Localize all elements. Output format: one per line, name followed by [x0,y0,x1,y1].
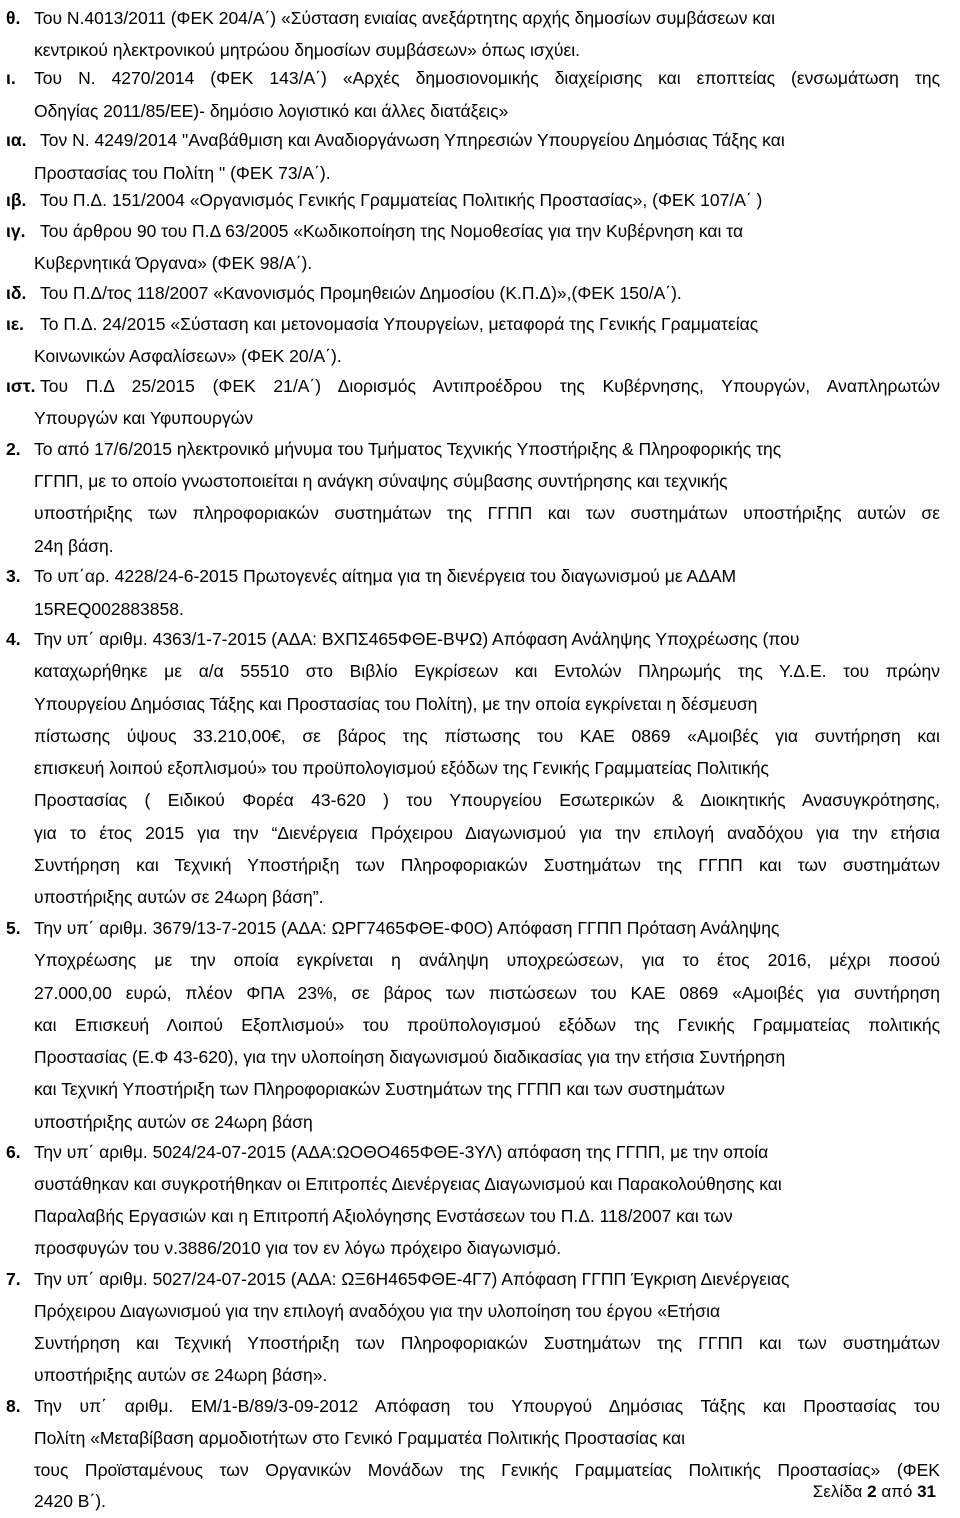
item-text-line: Του άρθρου 90 του Π.Δ 63/2005 «Κωδικοποίηση της Νομοθεσίας για την Κυβέρνηση και τα [40,221,744,241]
item-label: 6. [6,1142,21,1162]
item-label: 2. [6,439,21,459]
item-label: 4. [6,629,21,649]
item-label: ιβ. [6,190,27,210]
item-text-line: Παραλαβής Εργασιών και η Επιτροπή Αξιολόγησης Ενστάσεων του Π.Δ. 118/2007 και των [34,1206,733,1226]
item-label: ιε. [6,314,25,334]
item-text-line: υποστήριξης αυτών σε 24ωρη βάση [34,1112,313,1132]
item-label: ιστ. [6,376,36,396]
item-text-line: Υπουργείου Δημόσιας Τάξης και Προστασίας του Πολίτη), με την οποία εγκρίνεται η δέσμευση [34,694,758,714]
item-text-line: Του Ν. 4270/2014 (ΦΕΚ 143/Α΄) «Αρχές δημοσιονομικής διαχείρισης και εποπτείας (ενσωμάτωση της [34,68,940,88]
item-text-line: Προστασίας ( Ειδικού Φορέα 43-620 ) του Υπουργείου Εσωτερικών & Διοικητικής Ανασυγκρότησης, [34,790,941,810]
item-text-line: κεντρικού ηλεκτρονικού μητρώου δημοσίων συμβάσεων» όπως ισχύει. [34,40,581,60]
footer-total-pages: 31 [917,1482,936,1501]
item-label: ιγ. [6,221,26,241]
item-text-line: 27.000,00 ευρώ, πλέον ΦΠΑ 23%, σε βάρος των πιστώσεων του ΚΑΕ 0869 «Αμοιβές για συντήρηση [34,983,940,1003]
item-text-line: Τον Ν. 4249/2014 "Αναβάθμιση και Αναδιοργάνωση Υπηρεσιών Υπουργείου Δημόσιας Τάξης και [40,130,785,150]
item-text-line: Συντήρηση και Τεχνική Υποστήριξη των Πληροφοριακών Συστημάτων της ΓΓΠΠ και των συστημάτων [34,855,940,875]
item-label: θ. [6,8,21,28]
item-text-line: συστάθηκαν και συγκροτήθηκαν οι Επιτροπές Διενέργειας Διαγωνισμού και Παρακολούθησης και [34,1174,782,1194]
item-text-line: Το υπ΄αρ. 4228/24-6-2015 Πρωτογενές αίτημα για τη διενέργεια του διαγωνισμού με ΑΔΑΜ [34,566,737,586]
item-text-line: Την υπ΄ αριθμ. 5024/24-07-2015 (ΑΔΑ:ΩΟΘΟ465ΦΘΕ-3ΥΛ) απόφαση της ΓΓΠΠ, με την οποία [34,1142,769,1162]
item-label: 3. [6,566,21,586]
item-text-line: υποστήριξης αυτών σε 24ωρη βάση”. [34,887,324,907]
item-text-line: και Επισκευή Λοιπού Εξοπλισμού» του προϋπολογισμού εξόδων της Γενικής Γραμματείας πολιτικής [34,1015,941,1035]
item-text-line: Του Π.Δ/τος 118/2007 «Κανονισμός Προμηθειών Δημοσίου (Κ.Π.Δ)»,(ΦΕΚ 150/Α΄). [40,283,682,303]
item-text-line: Συντήρηση και Τεχνική Υποστήριξη των Πληροφοριακών Συστημάτων της ΓΓΠΠ και των συστημάτων [34,1333,940,1353]
item-text-line: για το έτος 2015 για την “Διενέργεια Πρόχειρου Διαγωνισμού για την επιλογή αναδόχου για την ετήσια [34,823,940,843]
item-label: 8. [6,1396,21,1416]
page-footer [813,1482,936,1502]
item-text-line: Του Π.Δ 25/2015 (ΦΕΚ 21/Α΄) Διορισμός Αντιπροέδρου της Κυβέρνησης, Υπουργών, Αναπληρωτών [40,376,940,396]
item-label: 7. [6,1269,21,1289]
item-text-line: Υπουργών και Υφυπουργών [34,408,254,428]
item-text-line: 15REQ002883858. [34,599,184,619]
item-text-line: Κοινωνικών Ασφαλίσεων» (ΦΕΚ 20/Α΄). [34,346,342,366]
item-text-line: και Τεχνική Υποστήριξη των Πληροφοριακών Συστημάτων της ΓΓΠΠ και των συστημάτων [34,1079,725,1099]
item-text-line: Την υπ΄ αριθμ. 3679/13-7-2015 (ΑΔΑ: ΩΡΓ7465ΦΘΕ-Φ0Ο) Απόφαση ΓΓΠΠ Πρόταση Ανάληψης [34,918,780,938]
item-text-line: υποστήριξης των πληροφοριακών συστημάτων της ΓΓΠΠ και των συστημάτων υποστήριξης αυτών σε [34,503,941,523]
item-text-line: 2420 Β΄). [34,1491,106,1511]
item-text-line: Την υπ΄ αριθμ. 4363/1-7-2015 (ΑΔΑ: ΒΧΠΣ465ΦΘΕ-ΒΨΩ) Απόφαση Ανάληψης Υποχρέωσης (που [34,629,800,649]
item-text-line: Την υπ΄ αριθμ. 5027/24-07-2015 (ΑΔΑ: ΩΞ6Η465ΦΘΕ-4Γ7) Απόφαση ΓΓΠΠ Έγκριση Διενέργειας [34,1269,790,1289]
item-text-line: καταχωρήθηκε με α/α 55510 στο Βιβλίο Εγκρίσεων και Εντολών Πληρωμής της Υ.Δ.Ε. του πρώην [34,661,940,681]
item-label: ι. [6,68,16,88]
item-text-line: Πρόχειρου Διαγωνισμού για την επιλογή αναδόχου για την υλοποίηση του έργου «Ετήσια [34,1301,721,1321]
item-text-line: Το από 17/6/2015 ηλεκτρονικό μήνυμα του Τμήματος Τεχνικής Υποστήριξης & Πληροφορικής της [34,439,782,459]
item-text-line: επισκευή λοιπού εξοπλισμού» του προϋπολογισμού εξόδων της Γενικής Γραμματείας Πολιτικής [34,758,769,778]
item-text-line: 24η βάση. [34,536,114,556]
item-text-line: Του Ν.4013/2011 (ΦΕΚ 204/Α΄) «Σύσταση ενιαίας ανεξάρτητης αρχής δημοσίων συμβάσεων και [34,8,775,28]
item-label: ια. [6,130,27,150]
item-text-line: πίστωσης ύψους 33.210,00€, σε βάρος της πίστωσης του ΚΑΕ 0869 «Αμοιβές για συντήρηση και [34,726,940,746]
footer-of: από [881,1482,913,1501]
item-text-line: ΓΓΠΠ, με το οποίο γνωστοποιείται η ανάγκη σύναψης σύμβασης συντήρησης και τεχνικής [34,471,728,491]
item-text-line: Κυβερνητικά Όργανα» (ΦΕΚ 98/Α΄). [34,253,313,273]
item-label: ιδ. [6,283,27,303]
item-text-line: προσφυγών του ν.3886/2010 για τον εν λόγω πρόχειρο διαγωνισμό. [34,1238,562,1258]
item-text-line: Υποχρέωσης με την οποία εγκρίνεται η ανάληψη υποχρεώσεων, για το έτος 2016, μέχρι ποσού [34,950,941,970]
item-text-line: Προστασίας του Πολίτη " (ΦΕΚ 73/Α΄). [34,163,331,183]
item-text-line: Οδηγίας 2011/85/ΕΕ)- δημόσιο λογιστικό και άλλες διατάξεις» [34,101,509,121]
item-text-line: Την υπ΄ αριθμ. ΕΜ/1-Β/89/3-09-2012 Απόφαση του Υπουργού Δημόσιας Τάξης και Προστασίας του [34,1396,940,1416]
item-text-line: υποστήριξης αυτών σε 24ωρη βάση». [34,1365,328,1385]
item-label: 5. [6,918,21,938]
item-text-line: Πολίτη «Μεταβίβαση αρμοδιοτήτων στο Γενικό Γραμματέα Πολιτικής Προστασίας και [34,1428,685,1448]
footer-prefix: Σελίδα [812,1482,863,1501]
item-text-line: τους Προϊσταμένους των Οργανικών Μονάδων της Γενικής Γραμματείας Πολιτικής Προστασίας» (ΦΕΚ [34,1460,940,1480]
footer-page-number: 2 [867,1482,877,1501]
item-text-line: Το Π.Δ. 24/2015 «Σύσταση και μετονομασία Υπουργείων, μεταφορά της Γενικής Γραμματείας [40,314,759,334]
item-text-line: Προστασίας (Ε.Φ 43-620), για την υλοποίηση διαγωνισμού διαδικασίας για την ετήσια Συντήρηση [34,1047,786,1067]
item-text-line: Του Π.Δ. 151/2004 «Οργανισμός Γενικής Γραμματείας Πολιτικής Προστασίας», (ΦΕΚ 107/Α΄ ) [40,190,763,210]
